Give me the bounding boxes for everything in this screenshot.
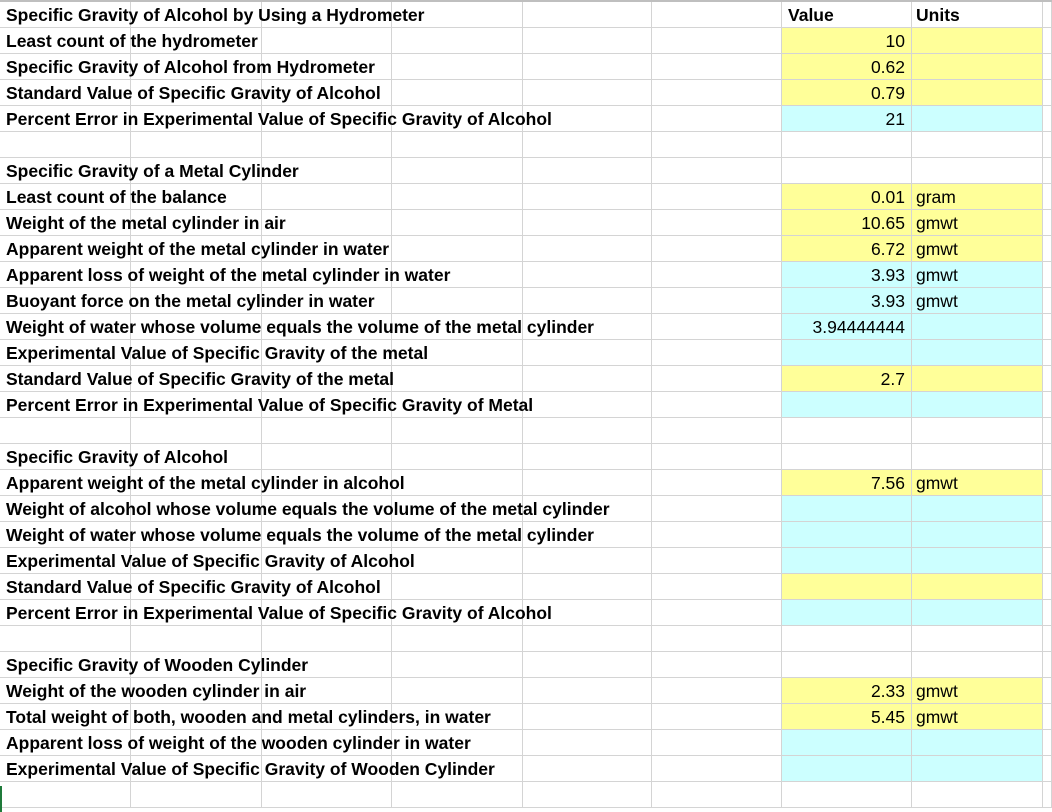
row-label: Weight of the wooden cylinder in air [6,681,307,701]
row-label: Specific Gravity of a Metal Cylinder [6,161,299,181]
sheet-cell[interactable] [652,366,782,392]
value-cell[interactable]: 21 [782,106,912,132]
sheet-row [0,444,1052,470]
sheet-cell[interactable] [1043,522,1052,548]
row-label: Weight of water whose volume equals the volume of the metal cylinder [6,525,594,545]
value-cell[interactable] [782,782,912,808]
sheet-cell[interactable] [0,2,425,28]
sheet-cell[interactable] [0,210,286,236]
sheet-cell[interactable] [262,418,392,444]
sheet-row [0,626,1052,652]
sheet-cell[interactable] [1043,652,1052,678]
sheet-cell[interactable] [1043,262,1052,288]
row-label: Experimental Value of Specific Gravity of the metal [6,343,429,363]
sheet-cell[interactable] [392,470,523,496]
value-cell[interactable] [782,652,912,678]
sheet-row [0,106,1052,132]
sheet-cell[interactable] [392,28,523,54]
sheet-cell[interactable] [1043,756,1052,782]
value-cell[interactable]: 3.93 [782,262,912,288]
sheet-cell[interactable] [652,392,782,418]
row-label: Standard Value of Specific Gravity of Alcohol [6,577,381,597]
sheet-cell[interactable] [523,444,652,470]
sheet-cell[interactable] [0,418,131,444]
sheet-cell[interactable] [1043,730,1052,756]
sheet-row [0,392,1052,418]
sheet-cell[interactable] [652,106,782,132]
units-cell[interactable]: gmwt [912,288,1043,314]
value-cell[interactable] [782,392,912,418]
units-cell[interactable] [912,106,1043,132]
sheet-cell[interactable] [0,288,375,314]
sheet-cell[interactable] [652,730,782,756]
sheet-cell[interactable] [523,236,652,262]
value-cell[interactable] [782,756,912,782]
sheet-cell[interactable] [392,678,523,704]
value-cell[interactable]: 0.62 [782,54,912,80]
sheet-cell[interactable] [652,288,782,314]
sheet-cell[interactable] [0,756,495,782]
sheet-cell[interactable] [523,2,652,28]
sheet-cell[interactable] [652,496,782,522]
sheet-cell[interactable] [652,522,782,548]
sheet-cell[interactable] [1043,54,1052,80]
sheet-cell[interactable] [523,262,652,288]
sheet-cell[interactable] [1043,314,1052,340]
sheet-cell[interactable] [262,444,392,470]
units-cell[interactable] [912,522,1043,548]
sheet-row [0,28,1052,54]
units-cell[interactable]: gmwt [912,678,1043,704]
sheet-cell[interactable] [0,366,395,392]
sheet-cell[interactable] [523,210,652,236]
sheet-cell[interactable] [0,54,375,80]
sheet-cell[interactable] [392,54,523,80]
value-cell[interactable]: 7.56 [782,470,912,496]
sheet-cell[interactable] [523,184,652,210]
sheet-cell[interactable] [131,418,262,444]
sheet-cell[interactable] [652,600,782,626]
units-column-header[interactable]: Units [912,2,1043,28]
sheet-cell[interactable] [0,158,299,184]
value-cell[interactable]: 0.01 [782,184,912,210]
sheet-cell[interactable] [0,652,309,678]
sheet-cell[interactable] [1043,678,1052,704]
sheet-row [0,314,1052,340]
sheet-cell[interactable] [523,652,652,678]
sheet-row [0,522,1052,548]
row-label: Apparent loss of weight of the wooden cylinder in water [6,733,471,753]
sheet-cell[interactable] [523,132,652,158]
units-cell[interactable] [912,548,1043,574]
sheet-cell[interactable] [1043,366,1052,392]
sheet-cell[interactable] [131,132,262,158]
sheet-cell[interactable] [0,106,552,132]
sheet-row [0,184,1052,210]
sheet-row [0,340,1052,366]
sheet-row [0,470,1052,496]
sheet-cell[interactable] [392,184,523,210]
value-cell[interactable] [782,496,912,522]
sheet-cell[interactable] [1043,28,1052,54]
sheet-cell[interactable] [1043,236,1052,262]
sheet-cell[interactable] [652,470,782,496]
sheet-cell[interactable] [392,782,523,808]
row-label: Weight of alcohol whose volume equals the volume of the metal cylinder [6,499,610,519]
sheet-row [0,652,1052,678]
value-cell[interactable]: 5.45 [782,704,912,730]
sheet-row [0,2,1052,28]
sheet-row [0,496,1052,522]
sheet-cell[interactable] [392,444,523,470]
sheet-cell[interactable] [1043,574,1052,600]
sheet-cell[interactable] [652,652,782,678]
value-cell[interactable] [782,522,912,548]
units-cell[interactable] [912,600,1043,626]
units-cell[interactable] [912,366,1043,392]
sheet-cell[interactable] [1043,2,1052,28]
sheet-cell[interactable] [652,54,782,80]
sheet-cell[interactable] [0,496,610,522]
sheet-cell[interactable] [652,548,782,574]
sheet-cell[interactable] [523,340,652,366]
sheet-cell[interactable] [392,158,523,184]
sheet-cell[interactable] [0,626,131,652]
sheet-row [0,600,1052,626]
units-cell[interactable] [912,80,1043,106]
sheet-cell[interactable] [1043,184,1052,210]
row-label: Percent Error in Experimental Value of Specific Gravity of Metal [6,395,534,415]
sheet-cell[interactable] [1043,444,1052,470]
sheet-cell[interactable] [1043,210,1052,236]
sheet-cell[interactable] [523,418,652,444]
sheet-cell[interactable] [652,262,782,288]
row-label: Weight of water whose volume equals the volume of the metal cylinder [6,317,594,337]
sheet-row [0,548,1052,574]
units-cell[interactable]: gmwt [912,470,1043,496]
value-cell[interactable] [782,132,912,158]
sheet-cell[interactable] [0,262,451,288]
sheet-row [0,262,1052,288]
sheet-cell[interactable] [0,522,594,548]
units-cell[interactable] [912,782,1043,808]
units-cell[interactable] [912,756,1043,782]
sheet-cell[interactable] [1043,782,1052,808]
row-label: Total weight of both, wooden and metal cylinders, in water [6,707,491,727]
row-label: Standard Value of Specific Gravity of Alcohol [6,83,381,103]
sheet-row [0,288,1052,314]
units-cell[interactable] [912,28,1043,54]
row-label: Least count of the balance [6,187,227,207]
sheet-cell[interactable] [652,184,782,210]
sheet-cell[interactable] [1043,600,1052,626]
value-cell[interactable]: 3.94444444 [782,314,912,340]
sheet-cell[interactable] [0,470,405,496]
sheet-cell[interactable] [0,340,429,366]
sheet-cell[interactable] [523,626,652,652]
sheet-cell[interactable] [392,288,523,314]
sheet-cell[interactable] [1043,288,1052,314]
sheet-cell[interactable] [652,314,782,340]
sheet-row [0,236,1052,262]
sheet-cell[interactable] [652,28,782,54]
row-label: Percent Error in Experimental Value of Specific Gravity of Alcohol [6,109,552,129]
sheet-row [0,704,1052,730]
sheet-row [0,80,1052,106]
sheet-row [0,366,1052,392]
sheet-row [0,678,1052,704]
sheet-cell[interactable] [0,704,491,730]
sheet-cell[interactable] [523,470,652,496]
sheet-cell[interactable] [262,626,392,652]
sheet-cell[interactable] [652,444,782,470]
row-label: Specific Gravity of Wooden Cylinder [6,655,309,675]
units-cell[interactable] [912,54,1043,80]
sheet-cell[interactable] [523,730,652,756]
sheet-cell[interactable] [262,782,392,808]
value-cell[interactable]: 10.65 [782,210,912,236]
sheet-cell[interactable] [523,704,652,730]
row-label: Apparent weight of the metal cylinder in water [6,239,390,259]
sheet-cell[interactable] [1043,548,1052,574]
sheet-cell[interactable] [0,678,307,704]
row-label: Experimental Value of Specific Gravity of Alcohol [6,551,415,571]
sheet-cell[interactable] [523,756,652,782]
value-cell[interactable] [782,418,912,444]
value-cell[interactable] [782,574,912,600]
row-label: Experimental Value of Specific Gravity of Wooden Cylinder [6,759,495,779]
units-cell[interactable] [912,158,1043,184]
units-cell[interactable]: gmwt [912,236,1043,262]
units-cell[interactable] [912,444,1043,470]
value-column-header[interactable]: Value [782,2,912,28]
row-label: Least count of the hydrometer [6,31,258,51]
sheet-cell[interactable] [652,132,782,158]
sheet-cell[interactable] [392,210,523,236]
value-cell[interactable]: 3.93 [782,288,912,314]
units-cell[interactable] [912,652,1043,678]
sheet-cell[interactable] [392,418,523,444]
units-cell[interactable] [912,730,1043,756]
units-cell[interactable] [912,392,1043,418]
sheet-cell[interactable] [1043,80,1052,106]
sheet-cell[interactable] [131,782,262,808]
sheet-cell[interactable] [0,28,258,54]
value-cell[interactable]: 6.72 [782,236,912,262]
value-cell[interactable] [782,548,912,574]
sheet-cell[interactable] [652,678,782,704]
units-cell[interactable]: gmwt [912,210,1043,236]
sheet-cell[interactable] [652,626,782,652]
sheet-cell[interactable] [0,444,229,470]
sheet-cell[interactable] [262,28,392,54]
sheet-row [0,54,1052,80]
row-label: Specific Gravity of Alcohol [6,447,229,467]
sheet-cell[interactable] [262,132,392,158]
units-cell[interactable] [912,314,1043,340]
sheet-row [0,756,1052,782]
value-cell[interactable] [782,600,912,626]
sheet-cell[interactable] [0,80,381,106]
units-cell[interactable] [912,496,1043,522]
sheet-row [0,158,1052,184]
sheet-row [0,132,1052,158]
sheet-cell[interactable] [523,28,652,54]
sheet-cell[interactable] [1043,106,1052,132]
sheet-cell[interactable] [392,80,523,106]
units-cell[interactable] [912,418,1043,444]
value-cell[interactable] [782,730,912,756]
units-cell[interactable] [912,132,1043,158]
sheet-cell[interactable] [262,184,392,210]
sheet-cell[interactable] [652,574,782,600]
sheet-row [0,730,1052,756]
sheet-cell[interactable] [0,574,381,600]
units-cell[interactable] [912,574,1043,600]
sheet-cell[interactable] [1043,418,1052,444]
sheet-cell[interactable] [523,782,652,808]
value-cell[interactable] [782,626,912,652]
units-cell[interactable]: gmwt [912,704,1043,730]
sheet-cell[interactable] [523,54,652,80]
sheet-row [0,418,1052,444]
sheet-cell[interactable] [0,782,131,808]
sheet-cell[interactable] [523,80,652,106]
value-cell[interactable]: 10 [782,28,912,54]
sheet-cell[interactable] [523,366,652,392]
value-cell[interactable] [782,340,912,366]
sheet-cell[interactable] [652,80,782,106]
sheet-cell[interactable] [392,366,523,392]
sheet-cell[interactable] [392,132,523,158]
sheet-cell[interactable] [1043,496,1052,522]
sheet-cell[interactable] [523,158,652,184]
sheet-cell[interactable] [392,626,523,652]
sheet-cell[interactable] [1043,470,1052,496]
sheet-cell[interactable] [1043,626,1052,652]
row-label: Weight of the metal cylinder in air [6,213,286,233]
value-cell[interactable]: 0.79 [782,80,912,106]
sheet-cell[interactable] [392,236,523,262]
row-label: Apparent loss of weight of the metal cylinder in water [6,265,451,285]
sheet-row [0,210,1052,236]
sheet-cell[interactable] [652,236,782,262]
sheet-cell[interactable] [0,184,227,210]
sheet-cell[interactable] [652,704,782,730]
sheet-cell[interactable] [0,600,552,626]
row-label: Apparent weight of the metal cylinder in alcohol [6,473,405,493]
section-title: Specific Gravity of Alcohol by Using a Hydrometer [6,5,425,25]
active-cell-marker [0,786,2,812]
units-cell[interactable]: gram [912,184,1043,210]
units-cell[interactable] [912,626,1043,652]
sheet-cell[interactable] [0,548,415,574]
row-label: Standard Value of Specific Gravity of the metal [6,369,395,389]
sheet-cell[interactable] [652,158,782,184]
units-cell[interactable]: gmwt [912,262,1043,288]
row-label: Percent Error in Experimental Value of Specific Gravity of Alcohol [6,603,552,623]
sheet-cell[interactable] [523,548,652,574]
sheet-cell[interactable] [652,340,782,366]
sheet-cell[interactable] [392,574,523,600]
sheet-cell[interactable] [523,678,652,704]
sheet-cell[interactable] [523,574,652,600]
sheet-cell[interactable] [0,314,594,340]
sheet-cell[interactable] [1043,340,1052,366]
sheet-cell[interactable] [392,652,523,678]
sheet-cell[interactable] [1043,392,1052,418]
sheet-cell[interactable] [1043,158,1052,184]
sheet-row [0,574,1052,600]
sheet-cell[interactable] [523,288,652,314]
row-label: Specific Gravity of Alcohol from Hydrometer [6,57,375,77]
sheet-cell[interactable] [0,392,534,418]
sheet-cell[interactable] [652,2,782,28]
sheet-cell[interactable] [0,236,390,262]
sheet-cell[interactable] [0,132,131,158]
value-cell[interactable] [782,444,912,470]
sheet-cell[interactable] [652,782,782,808]
sheet-cell[interactable] [0,730,471,756]
sheet-cell[interactable] [652,210,782,236]
sheet-cell[interactable] [652,418,782,444]
value-cell[interactable]: 2.33 [782,678,912,704]
row-label: Buoyant force on the metal cylinder in water [6,291,375,311]
sheet-cell[interactable] [523,392,652,418]
sheet-cell[interactable] [1043,704,1052,730]
value-cell[interactable]: 2.7 [782,366,912,392]
sheet-row [0,782,1052,808]
value-cell[interactable] [782,158,912,184]
units-cell[interactable] [912,340,1043,366]
sheet-cell[interactable] [652,756,782,782]
sheet-cell[interactable] [1043,132,1052,158]
sheet-cell[interactable] [131,626,262,652]
